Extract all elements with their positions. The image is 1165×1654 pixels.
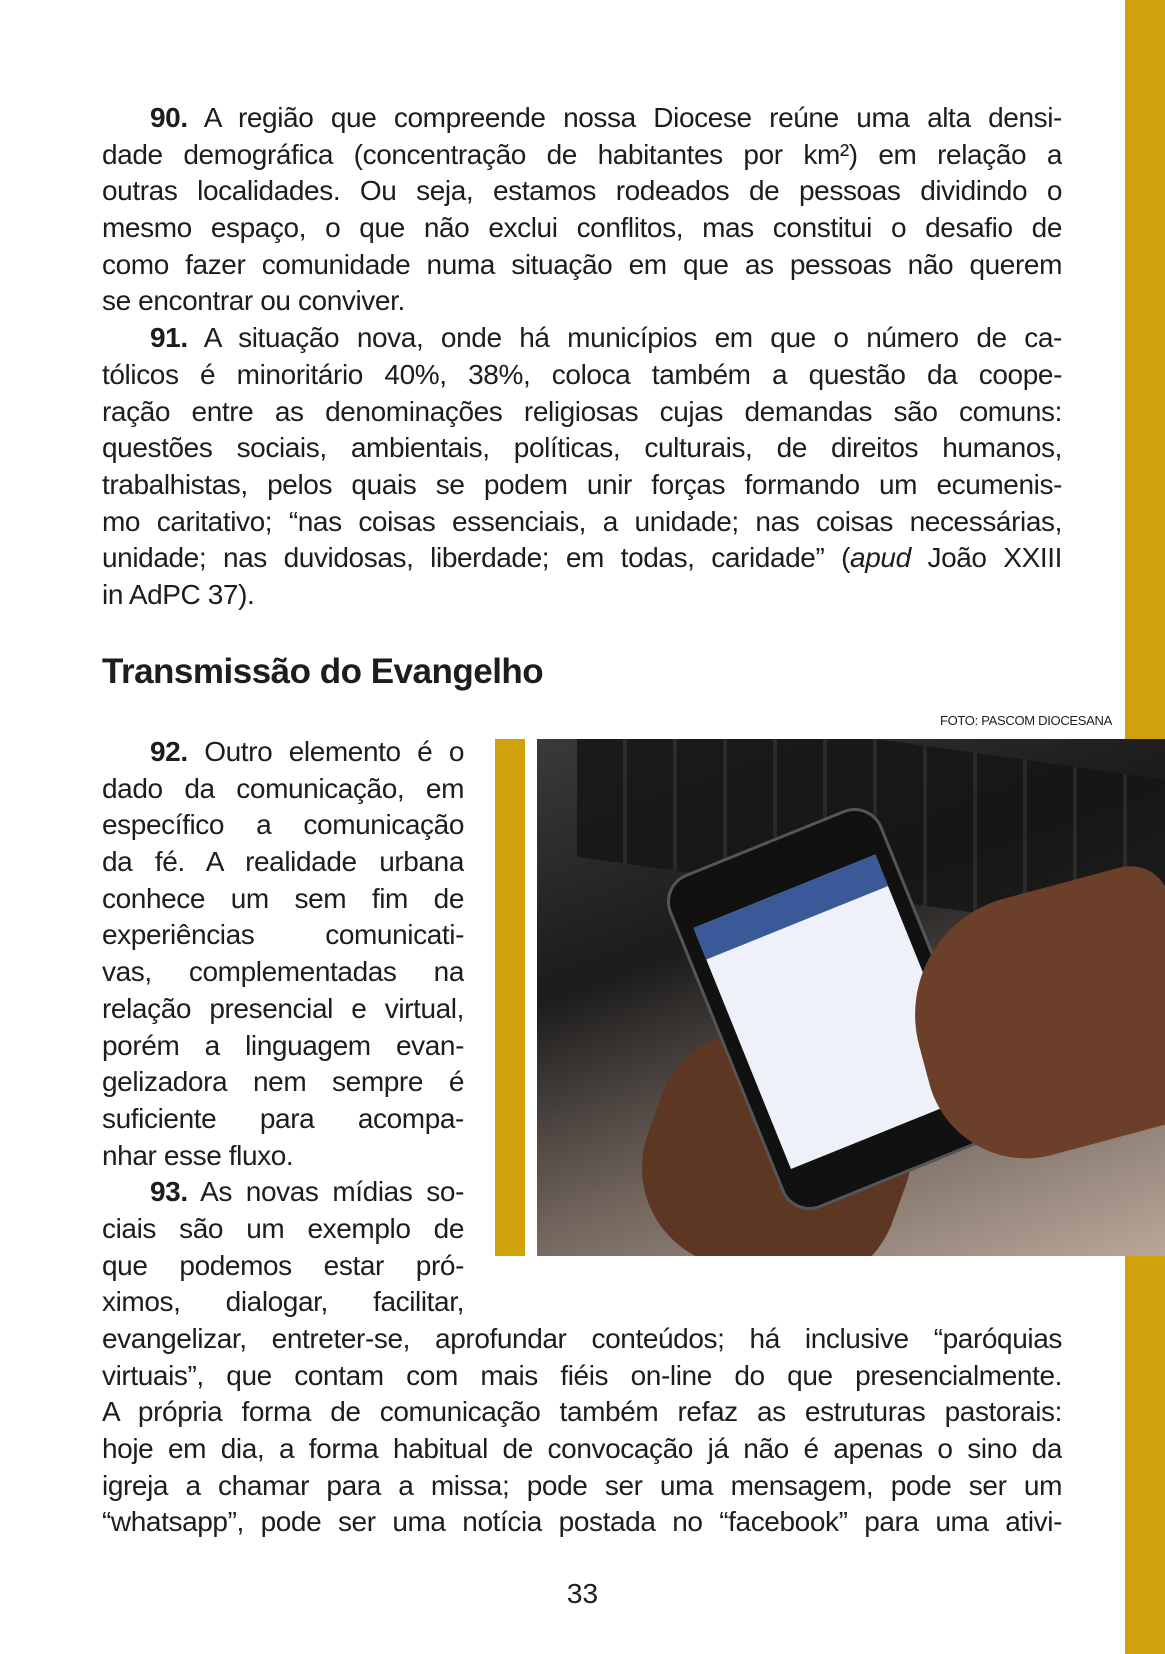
paragraph-93: 93. As novas mídias so-: [150, 1176, 464, 1208]
paragraph-93-continued: evangelizar, entreter-se, aprofundar conteúdos; há inclusive “paróquias virtuais”, que contam com mais fiéis on-line do que presencialmente. A própria forma de comunicação também refaz as estruturas pastorais: hoje em dia, a forma habitual de convocação já não é apenas o sino da igreja a chamar para a missa; pode ser uma mensagem, pode ser um “whatsapp”, pode ser uma notícia postada no “facebook” para uma ativi-: [102, 1323, 1062, 1538]
page-number: 33: [566, 1578, 599, 1609]
section-heading: Transmissão do Evangelho: [102, 652, 544, 691]
paragraph-92: 92. Outro elemento é o dado da comunicação, em específico a comunicação da fé. A realidade urbana conhece um sem fim de experiências comunicati- vas, complementadas na relação presencial e virtual, porém a linguagem evan- gelizadora nem sempre é suficiente para acompa- nhar esse fluxo. 93. As novas mídias so- ciais são um exemplo de que podemos estar pró- ximos, dialogar, facilitar,: [102, 736, 464, 1318]
photo-phone-in-hands: [537, 739, 1165, 1256]
photo-accent-bar: [495, 739, 525, 1256]
screen-header: [694, 855, 888, 960]
paragraph-91: 91. A situação nova, onde há municípios em que o número de ca-: [150, 322, 1062, 354]
paragraph-90: 90. A região que compreende nossa Diocese reúne uma alta densi- dade demográfica (concentração de habitantes por km²) em relação a outras localidades. Ou seja, estamos rodeados de pessoas dividindo o mesmo espaço, o que não exclui conflitos, mas constitui o desafio de como fazer comunidade numa situação em que as pessoas não querem se encontrar ou conviver. 91. A situação nova, onde há municípios em que o número de ca- tólicos é minoritário 40%, 38%, coloca também a questão da coope- ração entre as denominações religiosas cujas demandas são comuns: questões sociais, ambientais, políticas, culturais, de direitos humanos, trabalhistas, pelos quais se podem unir forças formando um ecumenis- mo caritativo; “nas coisas essenciais, a unidade; nas coisas necessárias, unidade; nas duvidosas, liberdade; em todas, caridade” (apud João XXIII in AdPC 37).: [102, 102, 1062, 610]
photo-credit: FOTO: PASCOM DIOCESANA: [939, 713, 1112, 728]
